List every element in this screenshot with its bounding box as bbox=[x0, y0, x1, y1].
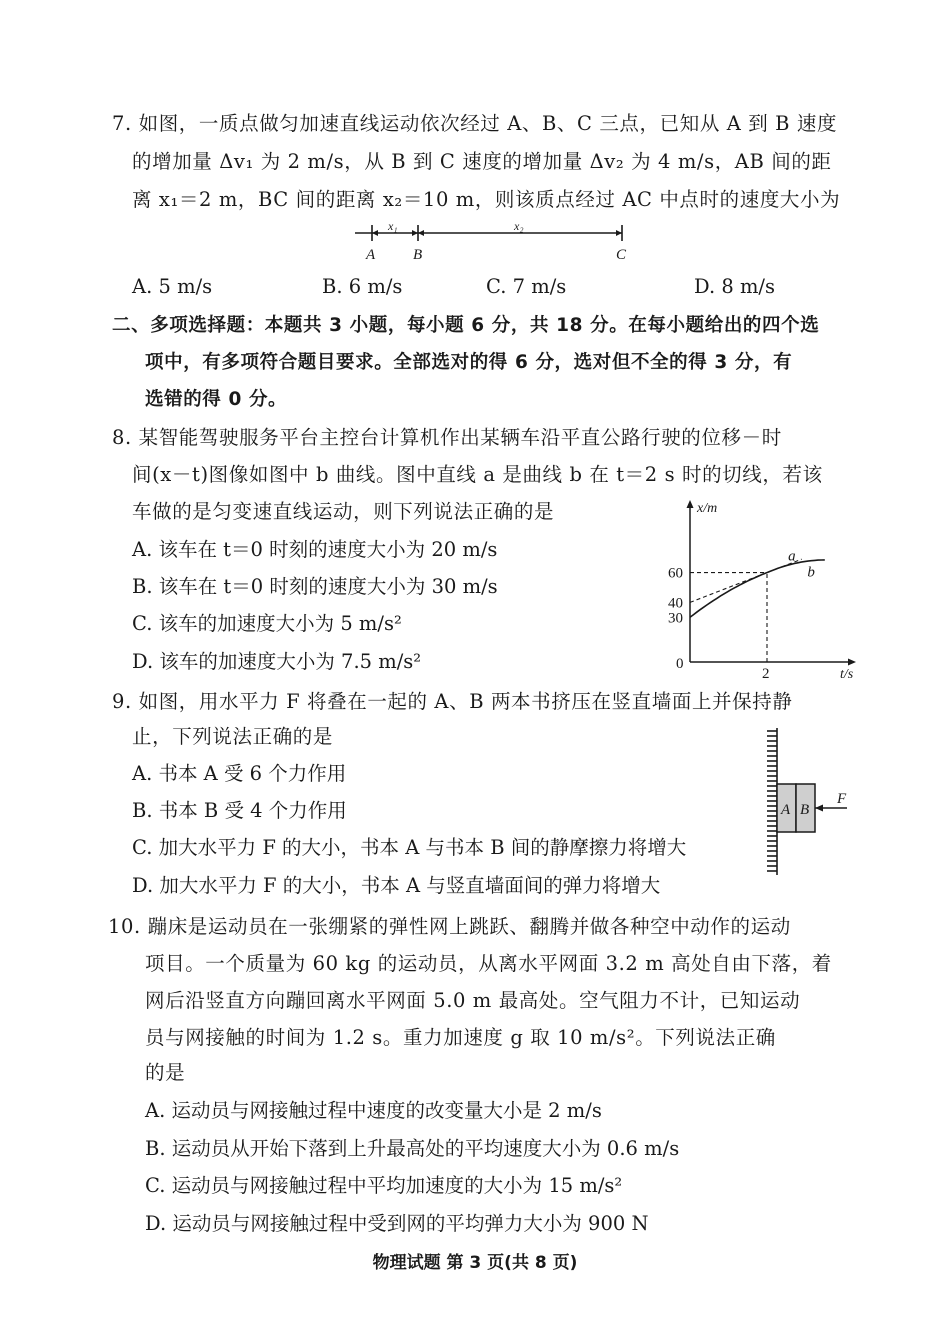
q9-option-d: D. 加大水平力 F 的大小，书本 A 与竖直墙面间的弹力将增大 bbox=[132, 874, 661, 897]
q7-figure-line-segment bbox=[350, 219, 640, 265]
label-x1: x₁ bbox=[388, 219, 398, 233]
q7-line-1: 7. 如图，一质点做匀加速直线运动依次经过 A、B、C 三点，已知从 A 到 B 速度 bbox=[112, 112, 838, 135]
q10-line-3: 网后沿竖直方向蹦回离水平网面 5.0 m 最高处。空气阻力不计，已知运动 bbox=[145, 989, 801, 1012]
tangent-a-label: a bbox=[788, 548, 796, 565]
y-axis-arrow bbox=[687, 500, 694, 508]
q9-line-2: 止，下列说法正确的是 bbox=[132, 725, 334, 748]
page-footer: 物理试题 第 3 页(共 8 页) bbox=[372, 1253, 578, 1273]
point-b: B bbox=[413, 247, 423, 263]
q9-option-a: A. 书本 A 受 6 个力作用 bbox=[132, 762, 347, 785]
q8-line-2: 间(x－t)图像如图中 b 曲线。图中直线 a 是曲线 b 在 t＝2 s 时的切线，若该 bbox=[132, 463, 823, 486]
q7-line-2: 的增加量 Δv₁ 为 2 m/s，从 B 到 C 速度的增加量 Δv₂ 为 4 m/s，AB 间的距 bbox=[132, 150, 832, 173]
arrow-x2-left bbox=[418, 230, 424, 236]
curve-b-label: b bbox=[807, 564, 815, 581]
book-b-label: B bbox=[800, 802, 810, 818]
y-axis-label: x/m bbox=[697, 501, 718, 516]
q9-option-b: B. 书本 B 受 4 个力作用 bbox=[132, 799, 347, 822]
q10-option-b: B. 运动员从开始下落到上升最高处的平均速度大小为 0.6 m/s bbox=[145, 1137, 680, 1160]
x-axis-label: t/s bbox=[840, 667, 854, 682]
origin-label: 0 bbox=[676, 656, 684, 672]
point-c: C bbox=[616, 247, 627, 263]
q9-wall-books-figure bbox=[755, 725, 855, 880]
q8-line-3: 车做的是匀变速直线运动，则下列说法正确的是 bbox=[132, 500, 555, 523]
q10-line-4: 员与网接触的时间为 1.2 s。重力加速度 g 取 10 m/s²。下列说法正确 bbox=[145, 1026, 776, 1049]
section2-line-2: 项中，有多项符合题目要求。全部选对的得 6 分，选对但不全的得 3 分，有 bbox=[145, 352, 793, 373]
point-a: A bbox=[366, 247, 376, 263]
y-tick-60: 60 bbox=[668, 565, 683, 582]
section2-line-1: 二、多项选择题：本题共 3 小题，每小题 6 分，共 18 分。在每小题给出的四个选 bbox=[112, 315, 820, 336]
q8-line-1: 8. 某智能驾驶服务平台主控台计算机作出某辆车沿平直公路行驶的位移－时 bbox=[112, 426, 782, 449]
force-label: F bbox=[837, 791, 847, 807]
q10-line-5: 的是 bbox=[145, 1061, 186, 1084]
tangent-line-a bbox=[690, 559, 802, 602]
q8-option-b: B. 该车在 t＝0 时刻的速度大小为 30 m/s bbox=[132, 575, 498, 598]
q10-option-c: C. 运动员与网接触过程中平均加速度的大小为 15 m/s² bbox=[145, 1174, 623, 1197]
q7-line-3: 离 x₁＝2 m，BC 间的距离 x₂＝10 m，则该质点经过 AC 中点时的速度大小为 bbox=[132, 188, 841, 211]
x-tick-2: 2 bbox=[762, 666, 770, 682]
q10-option-d: D. 运动员与网接触过程中受到网的平均弹力大小为 900 N bbox=[145, 1212, 649, 1235]
q8-option-a: A. 该车在 t＝0 时刻的速度大小为 20 m/s bbox=[132, 538, 498, 561]
q10-line-2: 项目。一个质量为 60 kg 的运动员，从离水平网面 3.2 m 高处自由下落，着 bbox=[145, 952, 832, 975]
arrow-a-left bbox=[372, 230, 378, 236]
x-t-graph bbox=[660, 492, 860, 682]
q9-option-c: C. 加大水平力 F 的大小，书本 A 与书本 B 间的静摩擦力将增大 bbox=[132, 836, 687, 859]
q10-line-1: 10. 蹦床是运动员在一张绷紧的弹性网上跳跃、翻腾并做各种空中动作的运动 bbox=[108, 915, 791, 938]
force-arrow-head bbox=[815, 805, 823, 812]
q7-option-c: C. 7 m/s bbox=[486, 275, 567, 298]
y-tick-40: 40 bbox=[668, 595, 683, 612]
curve-b bbox=[690, 560, 825, 617]
section2-line-3: 选错的得 0 分。 bbox=[145, 389, 288, 410]
q8-option-c: C. 该车的加速度大小为 5 m/s² bbox=[132, 612, 402, 635]
q7-option-a: A. 5 m/s bbox=[132, 275, 213, 298]
wall-hatch bbox=[767, 731, 777, 871]
q8-option-d: D. 该车的加速度大小为 7.5 m/s² bbox=[132, 650, 422, 673]
q10-option-a: A. 运动员与网接触过程中速度的改变量大小是 2 m/s bbox=[145, 1099, 602, 1122]
label-x2: x₂ bbox=[514, 219, 524, 233]
x-axis-arrow bbox=[848, 659, 856, 666]
arrow-c-right bbox=[616, 230, 622, 236]
q7-option-b: B. 6 m/s bbox=[322, 275, 403, 298]
q7-option-d: D. 8 m/s bbox=[694, 275, 776, 298]
y-tick-30: 30 bbox=[668, 610, 683, 627]
q9-line-1: 9. 如图，用水平力 F 将叠在一起的 A、B 两本书挤压在竖直墙面上并保持静 bbox=[112, 690, 793, 713]
arrow-x1-right bbox=[412, 230, 418, 236]
book-a-label: A bbox=[781, 802, 791, 818]
